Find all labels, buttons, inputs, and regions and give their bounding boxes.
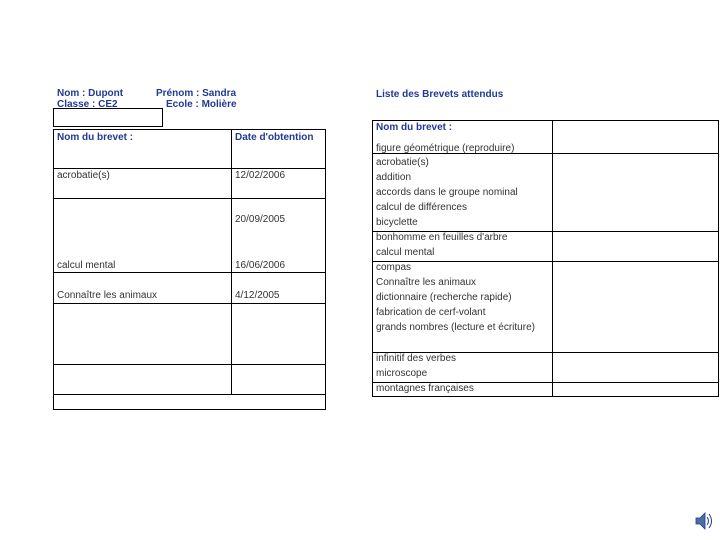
left-row-name: acrobatie(s) bbox=[57, 170, 110, 181]
left-header-name: Nom du brevet : bbox=[57, 132, 134, 143]
right-list-title: Liste des Brevets attendus bbox=[376, 89, 504, 100]
right-list-item: dictionnaire (recherche rapide) bbox=[376, 292, 512, 303]
left-row-line bbox=[53, 364, 326, 365]
right-list-item: calcul mental bbox=[376, 247, 435, 258]
left-row-date: 16/06/2006 bbox=[235, 260, 286, 271]
speaker-icon[interactable] bbox=[694, 510, 714, 532]
right-list-item: microscope bbox=[376, 368, 428, 379]
right-list-item: Connaître les animaux bbox=[376, 277, 477, 288]
left-row-line bbox=[53, 198, 326, 199]
right-header-name: Nom du brevet : bbox=[376, 122, 453, 133]
student-class: Classe : CE2 bbox=[57, 99, 118, 110]
right-table-divider bbox=[552, 120, 553, 397]
right-list-item: bonhomme en feuilles d'arbre bbox=[376, 232, 508, 243]
left-row-date: 12/02/2006 bbox=[235, 170, 286, 181]
right-list-item: infinitif des verbes bbox=[376, 353, 457, 364]
right-list-item: grands nombres (lecture et écriture) bbox=[376, 322, 535, 333]
left-row-line bbox=[53, 303, 326, 304]
left-row-name: Connaître les animaux bbox=[57, 290, 158, 301]
right-list-item: compas bbox=[376, 262, 412, 273]
right-row-line bbox=[372, 261, 719, 262]
right-list-item: calcul de différences bbox=[376, 202, 467, 213]
left-row-date: 4/12/2005 bbox=[235, 290, 280, 301]
student-school: Ecole : Molière bbox=[166, 99, 237, 110]
right-list-item: acrobatie(s) bbox=[376, 157, 429, 168]
right-list-item: addition bbox=[376, 172, 412, 183]
right-list-item: figure géométrique (reproduire) bbox=[376, 143, 515, 154]
left-row-line bbox=[53, 168, 326, 169]
class-box bbox=[53, 108, 163, 127]
left-row-line bbox=[53, 272, 326, 273]
left-row-name: calcul mental bbox=[57, 260, 116, 271]
left-row-date: 20/09/2005 bbox=[235, 214, 286, 225]
right-list-item: accords dans le groupe nominal bbox=[376, 187, 518, 198]
right-list-item: montagnes françaises bbox=[376, 383, 474, 394]
right-list-item: bicyclette bbox=[376, 217, 418, 228]
right-list-item: fabrication de cerf-volant bbox=[376, 307, 486, 318]
left-row-line bbox=[53, 394, 326, 395]
student-firstname: Prénom : Sandra bbox=[156, 88, 237, 99]
student-name: Nom : Dupont bbox=[57, 88, 124, 99]
left-header-date: Date d'obtention bbox=[235, 132, 314, 143]
